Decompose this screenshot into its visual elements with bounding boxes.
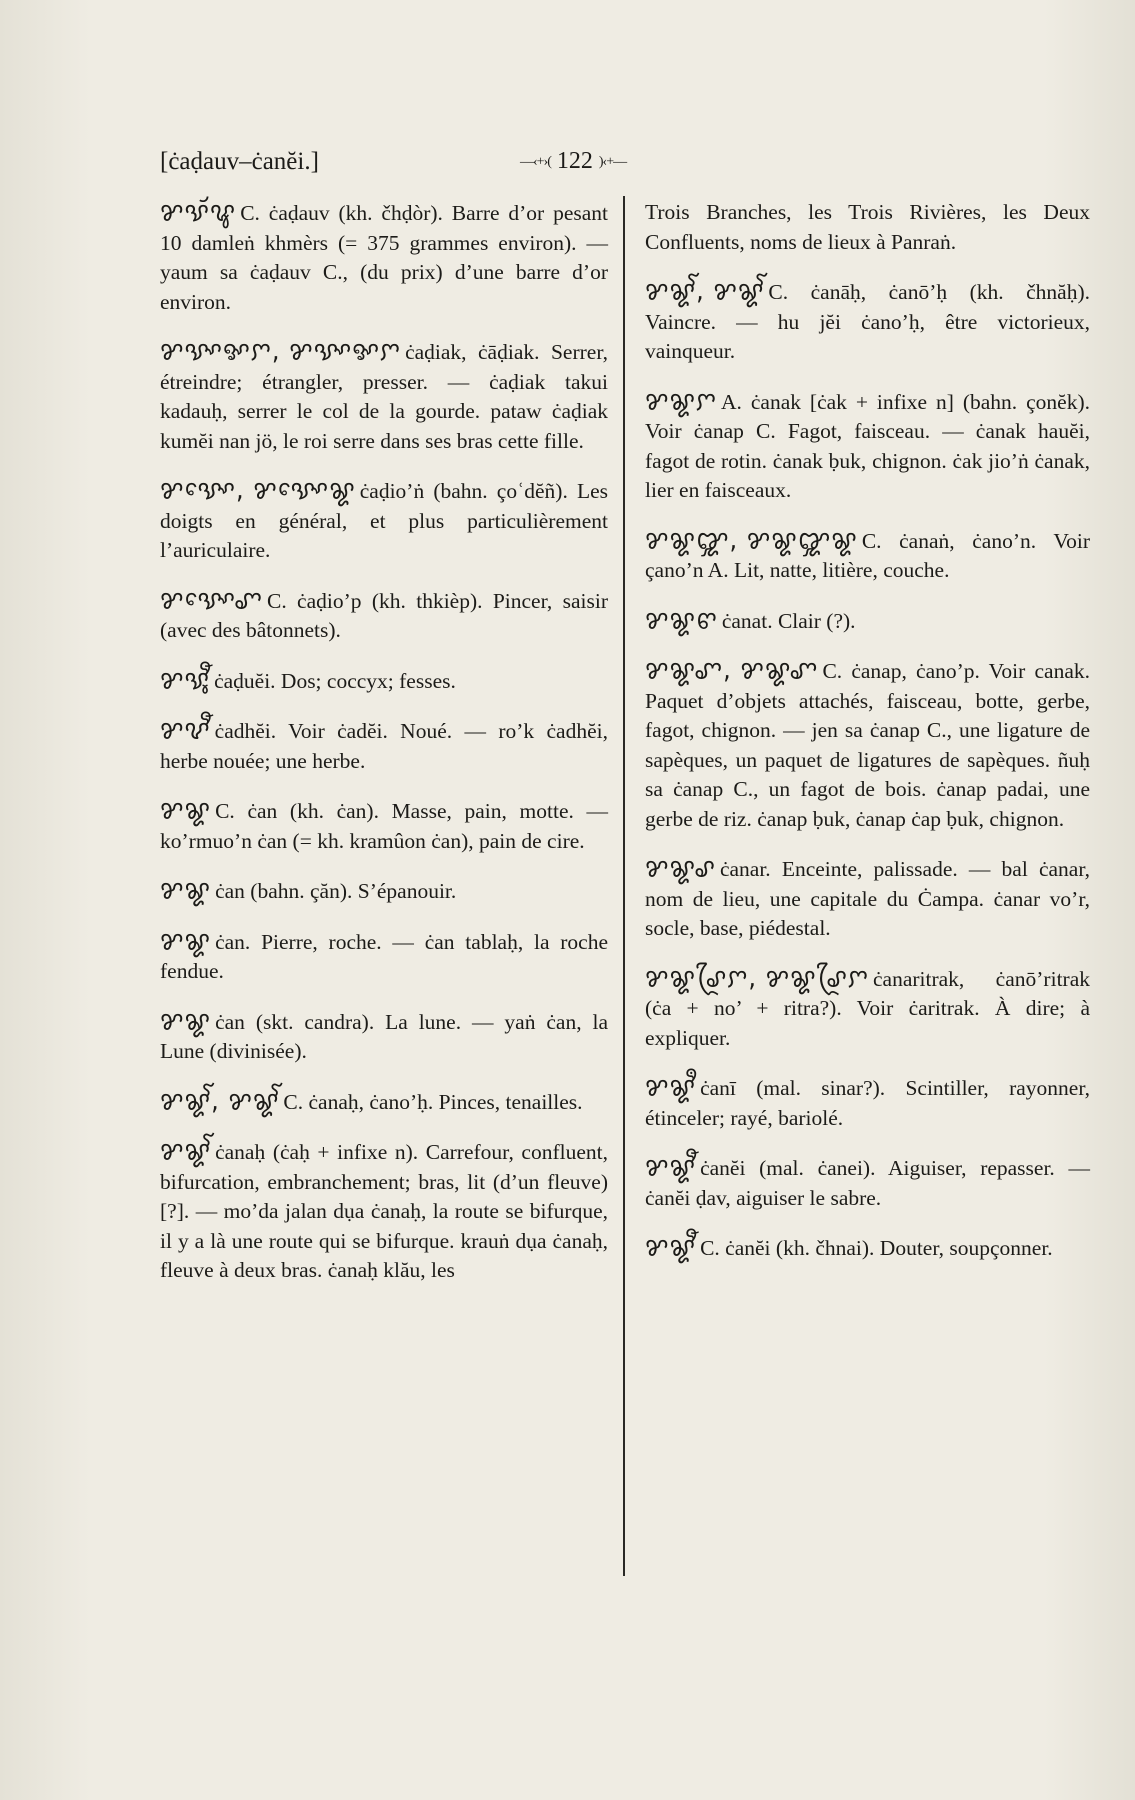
dictionary-entry: [160, 1137, 608, 1286]
entry-text: ċaḍuĕi. Dos; coccyx; fesses.: [214, 668, 456, 693]
dictionary-entry: [645, 1153, 1090, 1213]
entry-text: C. ċanĕi (kh. čhnai). Douter, soupçonner.: [700, 1236, 1053, 1260]
dictionary-entry: [160, 1087, 608, 1118]
entry-text: ċanat. Clair (?).: [721, 608, 856, 633]
cham-script-headword: ꨌꨕꨳꨯ, ꨌꨕꨳꨯꨘ: [160, 474, 356, 506]
dictionary-entry: [160, 198, 608, 317]
dictionary-entry: [645, 387, 1090, 506]
dictionary-entry: [645, 964, 1090, 1054]
entry-text: Trois Branches, les Trois Rivières, les Deux Confluents, noms de lieux à Panraṅ.: [645, 200, 1090, 254]
dictionary-entry: [160, 1007, 608, 1067]
cham-script-headword: ꨌꨘꨬ: [645, 1231, 697, 1263]
cham-script-headword: ꨌꨕꨶꨬ: [160, 664, 211, 695]
entry-text: ċan. Pierre, roche. — ċan tablaḥ, la roche fendue.: [160, 929, 608, 983]
entry-text: ċan (skt. candra). La lune. — yaṅ ċan, la Lune (divinisée).: [160, 1009, 608, 1063]
cham-script-headword: ꨌꨘꨆ: [645, 385, 718, 416]
dictionary-entry: [645, 656, 1090, 834]
left-column: [160, 198, 608, 1306]
cham-script-headword: ꨌꨘ: [160, 1005, 212, 1036]
entry-text: ċanaḥ (ċaḥ + infixe n). Carrefour, confluent, bifurcation, embranchement; bras, lit (d’un fleuve) [?]. — mo’da jalan dụa ċanaḥ, la route se bifurque, il y a là une route qui se bifurque. krauṅ dụa ċanaḥ, fleuve à deux bras. ċanaḥ klău, les: [160, 1140, 608, 1282]
cham-script-headword: ꨌꨘꨓ: [645, 604, 718, 635]
cham-script-headword: ꨌꨘꨱ, ꨌꨘꨱ: [160, 1085, 280, 1116]
cham-script-headword: ꨌꨘꨫ: [645, 1071, 697, 1103]
header-page-number-group: [520, 148, 626, 175]
dictionary-entry: [645, 198, 1090, 257]
cham-script-headword: ꨌꨕꨳꨯꨚ: [160, 584, 263, 615]
dictionary-entry: [160, 796, 608, 856]
cham-script-headword: ꨌꨘꨱ: [160, 1135, 212, 1167]
entry-text: ċanaritrak, ċanō’ritrak (ċa + no’ + ritra?). Voir ċaritrak. À dire; à expliquer.: [645, 966, 1090, 1050]
page-number: 122: [556, 148, 593, 174]
entry-text: ċan (bahn. çăn). S’épanouir.: [215, 879, 457, 903]
cham-script-headword: ꨌꨕꨮꨥ: [160, 196, 237, 228]
entry-text: A. ċanak [ċak + infixe n] (bahn. çonĕk). Voir ċanap C. Fagot, faisceau. — ċanak hauĕi, fagot de rotin. ċanak ḅuk, chignon. ċak jio’ṅ ċanak, lier en faisceaux.: [645, 389, 1090, 502]
entry-text: ċaḍiak, ċāḍiak. Serrer, étreindre; étrangler, presser. — ċaḍiak takui kadauḥ, serrer le col de la gourde. pataw ċaḍiak kumĕi nan jö, le roi serre dans ses bras cette fille.: [160, 340, 608, 453]
dictionary-entry: [160, 476, 608, 566]
dictionary-entry: [160, 337, 608, 456]
dictionary-entry: [645, 1233, 1090, 1264]
entry-text: C. ċan (kh. ċan). Masse, pain, motte. — ko’rmuo’n ċan (= kh. kramûon ċan), pain de cire.: [160, 799, 608, 853]
cham-script-headword: ꨌꨖꨬ: [160, 714, 211, 746]
dictionary-entry: [645, 277, 1090, 367]
dictionary-entry: [160, 876, 608, 907]
dictionary-entry: [645, 854, 1090, 944]
entry-text: C. ċanaṅ, ċano’n. Voir çano’n A. Lit, natte, litière, couche.: [645, 528, 1090, 582]
entry-text: ċanī (mal. sinar?). Scintiller, rayonner, étinceler; rayé, bariolé.: [645, 1076, 1090, 1130]
cham-script-headword: ꨌꨘ: [160, 874, 212, 906]
cham-script-headword: ꨌꨘ: [160, 794, 212, 826]
entry-text: C. ċanap, ċano’p. Voir canak. Paquet d’objets attachés, faisceau, botte, gerbe, fagot, chignon. — jen sa ċanap C., une ligature de sapèques, un paquet de ligatures de sapèques. ñuḥ sa ċanap C., un fagot de bois. ċanap padai, une gerbe de riz. ċanap ḅuk, ċanap ċap ḅuk, chignon.: [645, 659, 1090, 831]
dictionary-entry: [160, 666, 608, 697]
entry-text: C. ċaḍio’p (kh. thkièp). Pincer, saisir (avec des bâtonnets).: [160, 588, 608, 642]
dictionary-entry: [645, 1073, 1090, 1133]
entry-text: C. ċaḍauv (kh. čhḍòr). Barre d’or pesant 10 damleṅ khmèrs (= 375 grammes environ). — yaum sa ċaḍauv C., (du prix) d’une barre d’or environ.: [160, 201, 608, 314]
cham-script-headword: ꨌꨘꨚ, ꨌꨘꨚ: [645, 654, 819, 686]
entry-text: C. ċanāḥ, ċanō’ḥ (kh. čhnăḥ). Vaincre. — hu jĕi ċano’ḥ, être victorieux, vainqueur.: [645, 280, 1090, 363]
header-ornament-right: )‹+—: [598, 154, 627, 170]
column-divider: [623, 196, 625, 1576]
entry-text: ċanĕi (mal. ċanei). Aiguiser, repasser. — ċanĕi ḍav, aiguiser le sabre.: [645, 1156, 1090, 1210]
right-column: [645, 198, 1090, 1284]
dictionary-entry: [160, 586, 608, 646]
header-ornament-left: —‹+›(: [520, 154, 551, 170]
cham-script-headword: ꨌꨘꨒ, ꨌꨘꨒꨘ: [645, 524, 858, 555]
dictionary-entry: [160, 716, 608, 776]
entry-text: ċadhĕi. Voir ċadĕi. Noué. — ro’k ċadhĕi, herbe nouée; une herbe.: [160, 719, 608, 773]
page-header: [160, 148, 1020, 188]
cham-script-headword: ꨌꨕꨳꨀꨆ, ꨌꨕꨳꨀꨆ: [160, 335, 402, 367]
cham-script-headword: ꨌꨘꨱ, ꨌꨘꨱ: [645, 275, 765, 307]
cham-script-headword: ꨌꨘꨬ: [645, 1151, 697, 1183]
cham-script-headword: ꨌꨘꨣꨴꨆ, ꨌꨘꨣꨴꨆ: [645, 962, 869, 993]
header-range: [ċaḍauv–ċanĕi.]: [160, 148, 319, 175]
entry-text: ċaḍio’ṅ (bahn. çoʿdĕñ). Les doigts en général, et plus particulièrement l’auriculaire.: [160, 479, 608, 562]
cham-script-headword: ꨌꨘꨣ: [645, 852, 716, 884]
dictionary-entry: [160, 927, 608, 987]
entry-text: C. ċanaḥ, ċano’ḥ. Pinces, tenailles.: [283, 1089, 583, 1114]
dictionary-entry: [645, 526, 1090, 586]
cham-script-headword: ꨌꨘ: [160, 925, 212, 956]
dictionary-entry: [645, 606, 1090, 637]
entry-text: ċanar. Enceinte, palissade. — bal ċanar, nom de lieu, une capitale du Ċampa. ċanar vo’r, socle, base, piédestal.: [645, 857, 1090, 940]
